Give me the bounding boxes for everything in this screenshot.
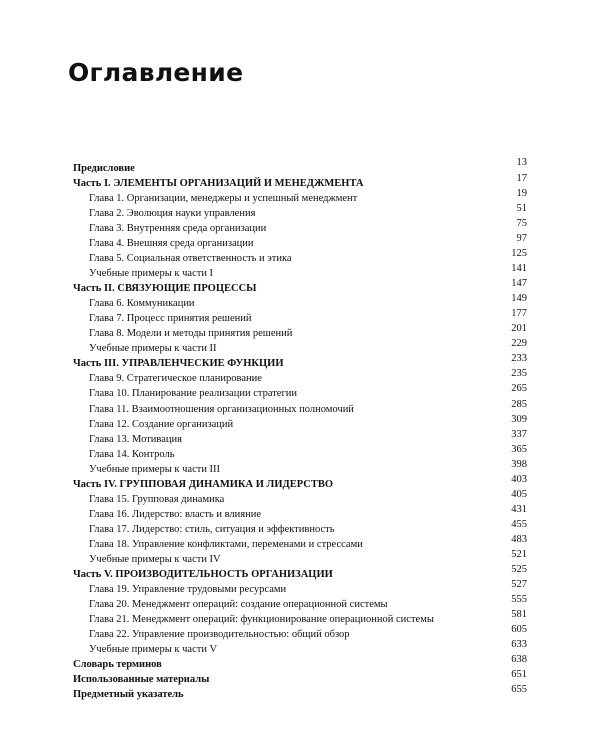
toc-page-number: 398 (511, 458, 527, 470)
toc-entry-label: Предметный указатель (73, 689, 184, 701)
toc-page-number: 638 (511, 654, 527, 666)
toc-page-number: 285 (511, 398, 527, 410)
toc-chapter-entry[interactable] (73, 218, 527, 236)
toc-chapter-entry[interactable] (73, 383, 527, 401)
toc-chapter-entry[interactable] (73, 413, 527, 432)
toc-chapter-entry[interactable] (73, 533, 527, 552)
toc-page-number: 51 (516, 203, 527, 215)
toc-chapter-entry[interactable] (73, 623, 527, 642)
toc-chapter-entry[interactable] (73, 308, 527, 326)
page-title: Оглавление (68, 58, 244, 87)
toc-entry-label: Глава 6. Коммуникации (89, 298, 195, 310)
toc-page-number: 13 (516, 157, 527, 168)
toc-page-number: 633 (511, 639, 527, 650)
toc-section-entry[interactable] (73, 157, 527, 176)
toc-entry-label: Учебные примеры к части V (89, 644, 218, 655)
toc-page-number: 455 (511, 518, 527, 530)
toc-chapter-entry[interactable] (73, 428, 527, 447)
toc-chapter-entry[interactable] (73, 368, 527, 386)
toc-page-number: 149 (511, 293, 527, 305)
toc-page-number: 581 (511, 608, 527, 620)
toc-entry-label: Учебные примеры к части I (89, 268, 214, 280)
toc-entry-label: Глава 7. Процесс принятия решений (89, 313, 252, 325)
toc-page-number: 525 (511, 563, 527, 575)
toc-page-number: 147 (511, 278, 527, 290)
toc-chapter-entry[interactable] (73, 488, 527, 507)
toc-entry-label: Часть III. УПРАВЛЕНЧЕСКИЕ ФУНКЦИИ (73, 358, 284, 370)
toc-entry-label: Глава 4. Внешняя среда организации (89, 238, 254, 250)
toc-chapter-entry[interactable] (73, 608, 527, 627)
toc-section-entry[interactable] (73, 684, 527, 702)
toc-section-entry[interactable] (73, 654, 527, 672)
toc-page-number: 337 (511, 428, 527, 440)
toc-entry-label: Часть I. ЭЛЕМЕНТЫ ОРГАНИЗАЦИЙ И МЕНЕДЖМЕНТА (73, 178, 364, 190)
toc-chapter-entry[interactable] (73, 458, 527, 477)
toc-entry-label: Глава 8. Модели и методы принятия решений (89, 328, 293, 340)
toc-entry-label: Учебные примеры к части II (89, 343, 217, 355)
toc-entry-label: Глава 10. Планирование реализации стратегии (89, 388, 298, 400)
toc-page-number: 527 (511, 578, 527, 590)
toc-chapter-entry[interactable] (73, 518, 527, 537)
toc-page-number: 405 (511, 488, 527, 500)
toc-entry-label: Учебные примеры к части III (89, 463, 221, 475)
toc-page-number: 365 (511, 443, 527, 455)
toc-page-number: 17 (516, 173, 527, 185)
toc-page-number: 233 (511, 353, 527, 365)
table-of-contents (73, 157, 527, 702)
toc-part-entry[interactable] (73, 278, 527, 296)
toc-chapter-entry[interactable] (73, 338, 527, 356)
toc-chapter-entry[interactable] (73, 233, 527, 251)
toc-part-entry[interactable] (73, 563, 527, 582)
toc-entry-label: Глава 17. Лидерство: стиль, ситуация и эффективность (89, 523, 335, 535)
toc-chapter-entry[interactable] (73, 398, 527, 417)
toc-part-entry[interactable] (73, 353, 527, 371)
toc-entry-label: Часть V. ПРОИЗВОДИТЕЛЬНОСТЬ ОРГАНИЗАЦИИ (73, 568, 333, 580)
toc-chapter-entry[interactable] (73, 323, 527, 341)
toc-entry-label: Глава 20. Менеджмент операций: создание операционной системы (89, 598, 388, 610)
toc-entry-label: Часть IV. ГРУППОВАЯ ДИНАМИКА И ЛИДЕРСТВО (73, 478, 334, 490)
toc-page-number: 19 (516, 188, 527, 200)
toc-entry-label: Глава 21. Менеджмент операций: функционирование операционной системы (89, 613, 434, 625)
toc-page-number: 177 (511, 308, 527, 320)
toc-chapter-entry[interactable] (73, 293, 527, 311)
toc-page-number: 75 (516, 218, 527, 230)
toc-page-number: 605 (511, 623, 527, 635)
toc-entry-label: Глава 11. Взаимоотношения организационных полномочий (89, 403, 354, 415)
toc-section-entry[interactable] (73, 669, 527, 687)
toc-entry-label: Глава 3. Внутренняя среда организации (89, 223, 267, 235)
toc-page-number: 521 (511, 548, 527, 560)
toc-page-number: 431 (511, 503, 527, 515)
toc-page-number: 403 (511, 473, 527, 485)
toc-chapter-entry[interactable] (73, 248, 527, 266)
toc-page-number: 483 (511, 533, 527, 545)
toc-page-number: 651 (511, 669, 527, 681)
toc-entry-label: Использованные материалы (73, 674, 210, 686)
toc-entry-label: Часть II. СВЯЗУЮЩИЕ ПРОЦЕССЫ (73, 283, 257, 295)
toc-entry-label: Глава 2. Эволюция науки управления (89, 208, 256, 220)
toc-entry-label: Глава 1. Организации, менеджеры и успешный менеджмент (89, 193, 358, 205)
toc-page-number: 229 (511, 338, 527, 350)
toc-page-number: 235 (511, 368, 527, 380)
toc-page-number: 141 (511, 263, 527, 275)
toc-page-number: 555 (511, 593, 527, 605)
toc-entry-label: Глава 15. Групповая динамика (89, 493, 225, 505)
toc-entry-label: Глава 5. Социальная ответственность и этика (89, 253, 292, 265)
toc-entry-label: Учебные примеры к части IV (89, 553, 221, 565)
toc-chapter-entry[interactable] (73, 548, 527, 567)
toc-entry-label: Глава 13. Мотивация (89, 433, 182, 445)
toc-chapter-entry[interactable] (73, 203, 527, 221)
toc-entry-label: Глава 19. Управление трудовыми ресурсами (89, 583, 287, 595)
toc-entry-label: Предисловие (73, 163, 135, 174)
toc-chapter-entry[interactable] (73, 593, 527, 612)
toc-page-number: 309 (511, 413, 527, 425)
toc-chapter-entry[interactable] (73, 639, 527, 657)
toc-part-entry[interactable] (73, 473, 527, 492)
toc-entry-label: Глава 9. Стратегическое планирование (89, 373, 262, 385)
toc-entry-label: Словарь терминов (73, 659, 162, 671)
toc-entry-label: Глава 22. Управление производительностью: общий обзор (89, 628, 350, 640)
toc-entry-label: Глава 18. Управление конфликтами, переменами и стрессами (89, 538, 363, 550)
toc-entry-label: Глава 14. Контроль (89, 448, 175, 460)
toc-part-entry[interactable] (73, 173, 527, 191)
toc-chapter-entry[interactable] (73, 188, 527, 206)
toc-chapter-entry[interactable] (73, 578, 527, 597)
toc-page-number: 125 (511, 248, 527, 260)
toc-chapter-entry[interactable] (73, 263, 527, 281)
toc-page-number: 201 (511, 323, 527, 335)
toc-entry-label: Глава 16. Лидерство: власть и влияние (89, 508, 261, 520)
toc-page-number: 265 (511, 383, 527, 395)
toc-page-number: 97 (516, 233, 527, 245)
toc-page-number: 655 (511, 684, 527, 696)
toc-entry-label: Глава 12. Создание организаций (89, 418, 234, 430)
toc-chapter-entry[interactable] (73, 443, 527, 462)
toc-chapter-entry[interactable] (73, 503, 527, 522)
